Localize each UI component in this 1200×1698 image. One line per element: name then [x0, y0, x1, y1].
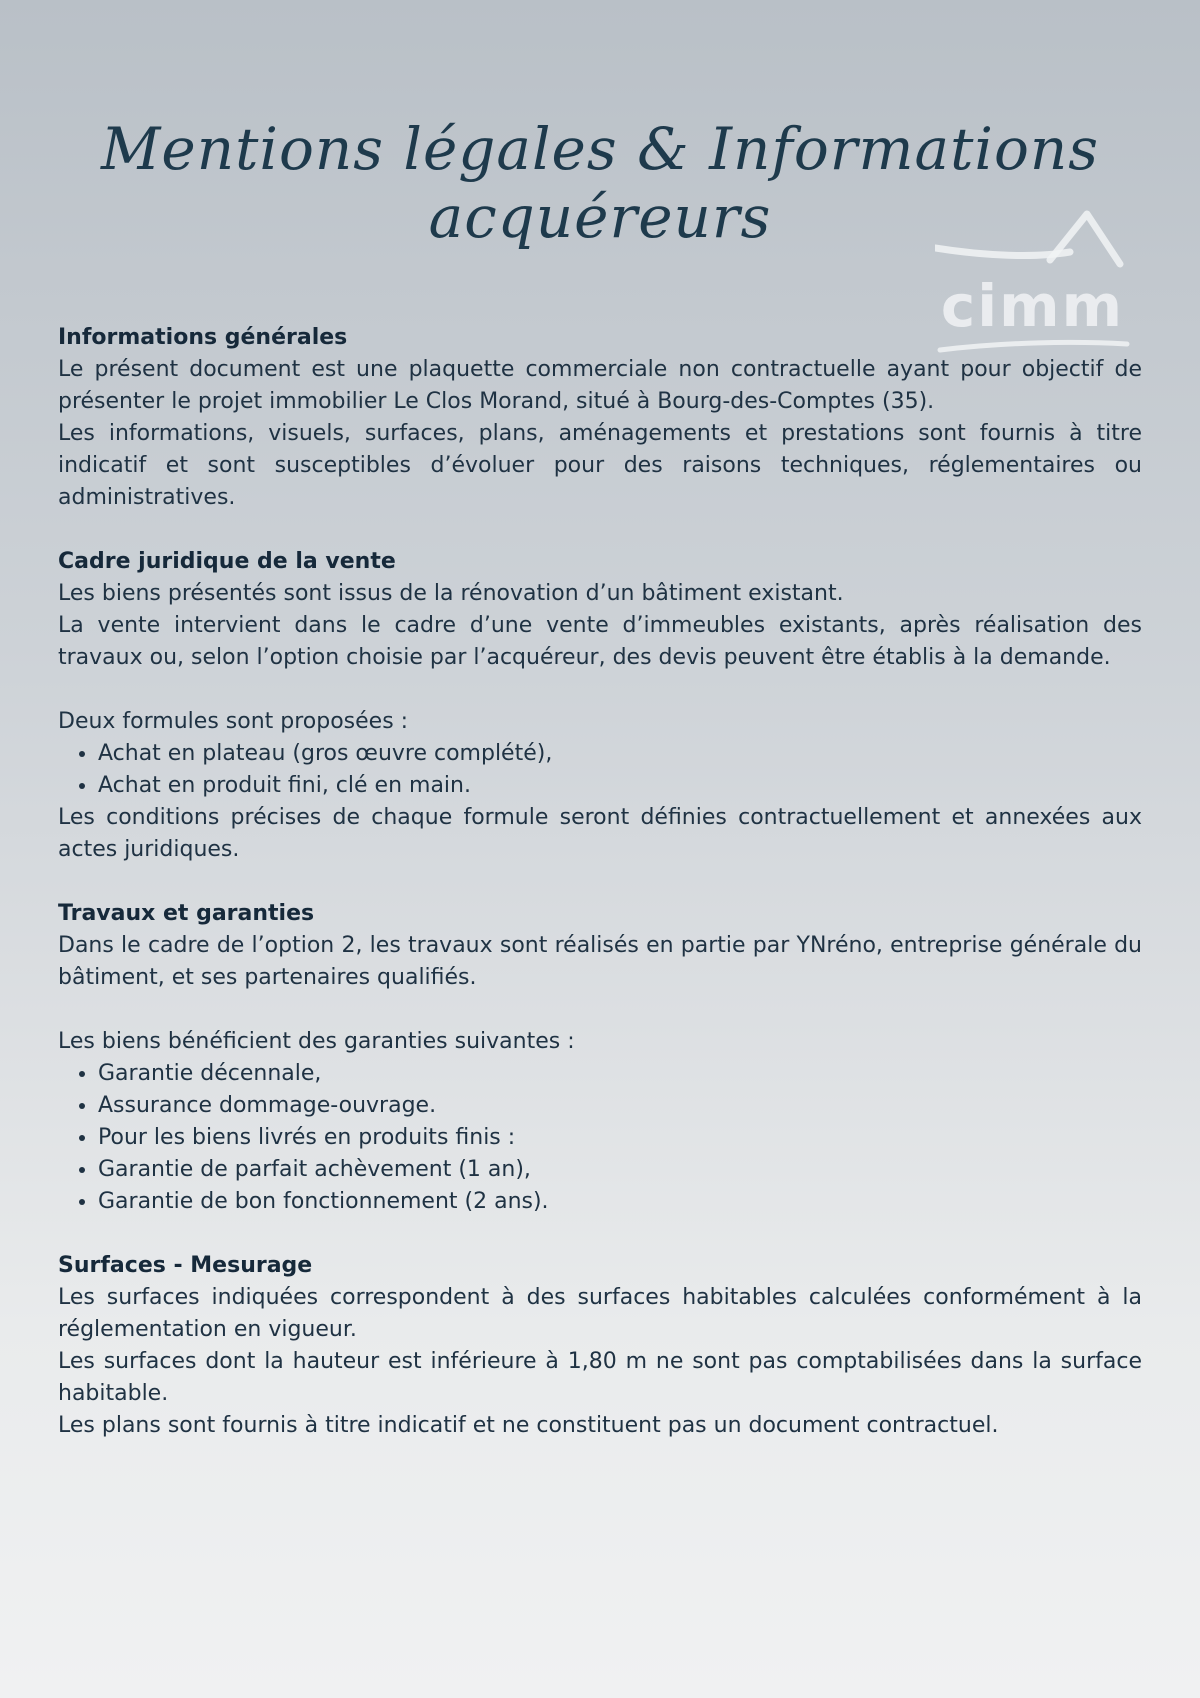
spacer: [58, 994, 1142, 1026]
paragraph: Les surfaces indiquées correspondent à des surfaces habitables calculées conformément à la réglementation en vigueur.: [58, 1285, 1142, 1342]
section-heading: Surfaces - Mesurage: [58, 1253, 313, 1278]
paragraph: Le présent document est une plaquette commerciale non contractuelle ayant pour objectif de présenter le projet immobilier Le Clos Morand, situé à Bourg-des-Comptes (35).: [58, 357, 1142, 414]
list-item: • Garantie de bon fonctionnement (2 ans).: [98, 1186, 1142, 1218]
guarantee-list: [58, 1058, 1142, 1218]
list-item: • Garantie de parfait achèvement (1 an),: [98, 1154, 1142, 1186]
legal-content: [58, 322, 1142, 1474]
section-works-guarantees: [58, 898, 1142, 1218]
paragraph: Dans le cadre de l’option 2, les travaux sont réalisés en partie par YNréno, entreprise générale du bâtiment, et ses partenaires qualifiés.: [58, 933, 1142, 990]
page-title: Mentions légales & Informations acquéreurs: [101, 115, 1099, 251]
section-general-info: [58, 322, 1142, 514]
section-heading: Informations générales: [58, 325, 348, 350]
list-item: • Garantie décennale,: [98, 1058, 1142, 1090]
logo-wordmark: cimm: [940, 272, 1125, 340]
section-heading: Cadre juridique de la vente: [58, 549, 396, 574]
list-item: • Assurance dommage-ouvrage.: [98, 1090, 1142, 1122]
paragraph: Les biens présentés sont issus de la rénovation d’un bâtiment existant.: [58, 581, 844, 606]
list-item: • Achat en produit fini, clé en main.: [98, 770, 1142, 802]
list-intro: Les biens bénéficient des garanties suivantes :: [58, 1029, 575, 1054]
list-item: • Achat en plateau (gros œuvre complété),: [98, 738, 1142, 770]
spacer: [58, 674, 1142, 706]
paragraph: Les conditions précises de chaque formule seront définies contractuellement et annexées aux actes juridiques.: [58, 805, 1142, 862]
paragraph: Les informations, visuels, surfaces, plans, aménagements et prestations sont fournis à titre indicatif et sont susceptibles d’évoluer pour des raisons techniques, réglementaires ou administratives.: [58, 421, 1142, 510]
paragraph: La vente intervient dans le cadre d’une vente d’immeubles existants, après réalisation des travaux ou, selon l’option choisie par l’acquéreur, des devis peuvent être établis à la demande.: [58, 613, 1142, 670]
paragraph: Les plans sont fournis à titre indicatif et ne constituent pas un document contractuel.: [58, 1413, 999, 1438]
section-surfaces: [58, 1250, 1142, 1442]
section-legal-framework: [58, 546, 1142, 866]
list-item: • Pour les biens livrés en produits finis :: [98, 1122, 1142, 1154]
paragraph: Les surfaces dont la hauteur est inférieure à 1,80 m ne sont pas comptabilisées dans la surface habitable.: [58, 1349, 1142, 1406]
section-heading: Travaux et garanties: [58, 901, 315, 926]
list-intro: Deux formules sont proposées :: [58, 709, 409, 734]
formula-list: [58, 738, 1142, 802]
